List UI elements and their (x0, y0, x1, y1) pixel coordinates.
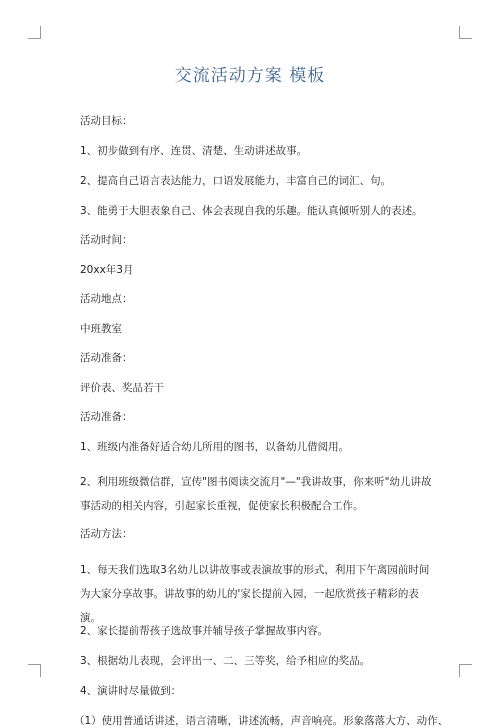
crop-mark-top-left (28, 26, 41, 39)
document-title: 交流活动方案 模板 (174, 66, 326, 86)
paragraph: 2、提高自己语言表达能力，口语发展能力，丰富自己的词汇、句。 (80, 175, 392, 187)
paragraph: 4、演讲时尽量做到： (80, 685, 182, 697)
section-heading-goal: 活动目标： (80, 115, 133, 127)
paragraph: 2、利用班级微信群，宣传"图书阅读交流月"—"我讲故事，你来听"幼儿讲故事活动的相关内容，引起家长重视，促使家长积极配合工作。 (80, 476, 432, 512)
crop-mark-bottom-right (459, 664, 472, 677)
section-heading-method: 活动方法： (80, 528, 133, 540)
crop-mark-top-right (459, 26, 472, 39)
paragraph: （1）使用普通话讲述，语言清晰，讲述流畅，声音响亮。形象落落大方、动作、 (74, 715, 449, 727)
section-heading-prep: 活动准备： (80, 352, 133, 364)
section-heading-place: 活动地点： (80, 293, 133, 305)
paragraph: 1、每天我们选取3名幼儿以讲故事或表演故事的形式，利用下午离园前时间为大家分享故事。讲故事的幼儿的'家长提前入园，一起欣赏孩子精彩的表演。 (80, 564, 430, 624)
crop-mark-bottom-left (28, 664, 41, 677)
section-heading-time: 活动时间： (80, 234, 133, 246)
section-heading-prep: 活动准备： (80, 411, 133, 423)
paragraph: 评价表、奖品若干 (80, 382, 164, 394)
paragraph: 1、班级内准备好适合幼儿所用的图书，以备幼儿借阅用。 (80, 441, 350, 453)
paragraph: 1、初步做到有序、连贯、清楚、生动讲述故事。 (80, 145, 308, 157)
paragraph: 中班教室 (80, 323, 122, 335)
paragraph: 2、家长提前帮孩子选故事并辅导孩子掌握故事内容。 (80, 625, 329, 637)
paragraph: 3、根据幼儿表现，会评出一、二、三等奖，给予相应的奖品。 (80, 655, 371, 667)
paragraph: 3、能勇于大胆表象自己、体会表现自我的乐趣。能认真倾听别人的表述。 (80, 205, 423, 217)
paragraph: 20xx年3月 (80, 264, 134, 276)
